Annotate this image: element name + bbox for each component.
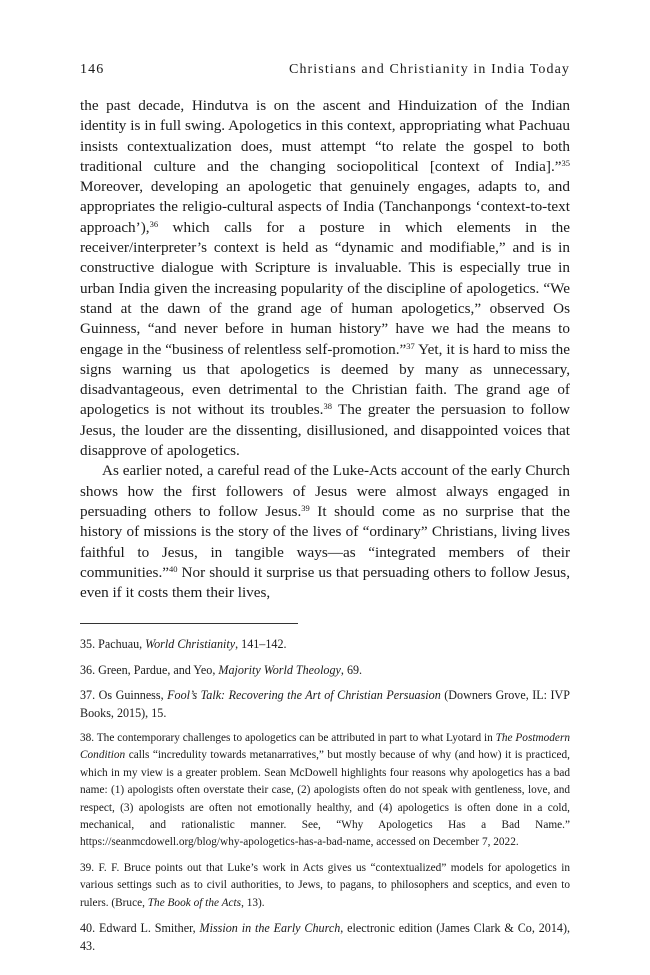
footnote-39: 39. F. F. Bruce points out that Luke’s work in Acts gives us “contextualized” models for apologetics in various settings such as to civil authorities, to Jews, to pagans, to philosophers and sceptics, and even to rulers. (Bruce, The Book of the Acts, 13).: [80, 861, 570, 909]
book-page: [80, 62, 570, 963]
footnote-37: 37. Os Guinness, Fool’s Talk: Recovering the Art of Christian Persuasion (Downers Grove, IL: IVP Books, 2015), 15.: [80, 688, 571, 720]
running-title: Christians and Christianity in India Today: [289, 62, 570, 77]
footnote-36: 36. Green, Pardue, and Yeo, Majority World Theology, 69.: [80, 662, 363, 677]
footnote-ref-39[interactable]: 39: [301, 502, 310, 513]
running-header: [80, 62, 570, 84]
footnote-35: 35. Pachuau, World Christianity, 141–142.: [80, 637, 287, 652]
footnote-ref-37[interactable]: 37: [406, 340, 415, 351]
footnote-ref-36[interactable]: 36: [149, 218, 159, 229]
footnote-divider: [80, 623, 298, 624]
footnote-38: 38. The contemporary challenges to apologetics can be attributed in part to what Lyotard in The Postmodern Condition calls “incredulity towards metanarratives,” but mostly because of why (and how) it is practiced, which in my view is a greater problem. Sean McDowell highlights four reasons why apologetics has a bad name: (1) apologists often overstate their case, (2) apologists often do not speak with gentleness, love, and respect, (3) apologists are often not emotionally healthy, and (4) apologetics is often done in a cold, mechanical, and rationalistic manner. See, “Why Apologetics Has a Bad Name.” https://seanmcdowell.org/blog/why-apologetics-has-a-bad-name, accessed on December 7, 2022.: [80, 732, 570, 849]
footnote-ref-40[interactable]: 40: [169, 563, 178, 574]
footnote-ref-35[interactable]: 35: [561, 157, 570, 168]
paragraph-2: As earlier noted, a careful read of the Luke-Acts account of the early Church shows how the first followers of Jesus were almost always engaged in persuading others to follow Jesus.$^{39}$ It should come as no surprise that the history of missions is the story of the lives of “ordinary” Christians, living lives faithful to Jesus, in tangible ways—as “integrated members of their communities.”$^{40}$ Nor should it surprise us that persuading others to follow Jesus, even if it costs them their lives,: [80, 462, 570, 602]
paragraph-1: the past decade, Hindutva is on the ascent and Hinduization of the Indian identity is in full swing. Apologetics in this context, appropriating what Pachuau insists contextualization does, must attempt “to relate the gospel to both traditional culture and the changing sociopolitical [context of India].”$^{35}$ Moreover, developing an apologetic that genuinely engages, adapts to, and appropriates the religio-cultural aspects of India (Tanchanpongs ‘context-to-text approach’),$^{36}$ which calls for a posture in which elements in the receiver/interpreter’s context is held as “dynamic and modifiable,” and is in constructive dialogue with Scripture is invaluable. This is especially true in urban India given the increasing popularity of the discipline of apologetics. “We stand at the dawn of the grand age of human apologetics,” observed Os Guinness, “and never before in human history” have we had the means to engage in the “business of relentless self-promotion.”$^{37}$ Yet, it is hard to miss the signs warning us that apologetics is deemed by many as unnecessary, disadvantageous, even detrimental to the Christian faith. The grand age of apologetics is not without its troubles.$^{38}$ The greater the persuasion to follow Jesus, the louder are the dissenting, disillusioned, and disappointed voices that disapprove of apologetics.: [80, 97, 570, 460]
footnote-ref-38[interactable]: 38: [323, 401, 332, 412]
footnote-40: 40. Edward L. Smither, Mission in the Early Church, electronic edition (James Clark & Co, 2014), 43.: [80, 921, 570, 953]
footnotes: [80, 636, 570, 955]
page-number: 146: [80, 62, 105, 77]
body-text: [80, 96, 570, 603]
